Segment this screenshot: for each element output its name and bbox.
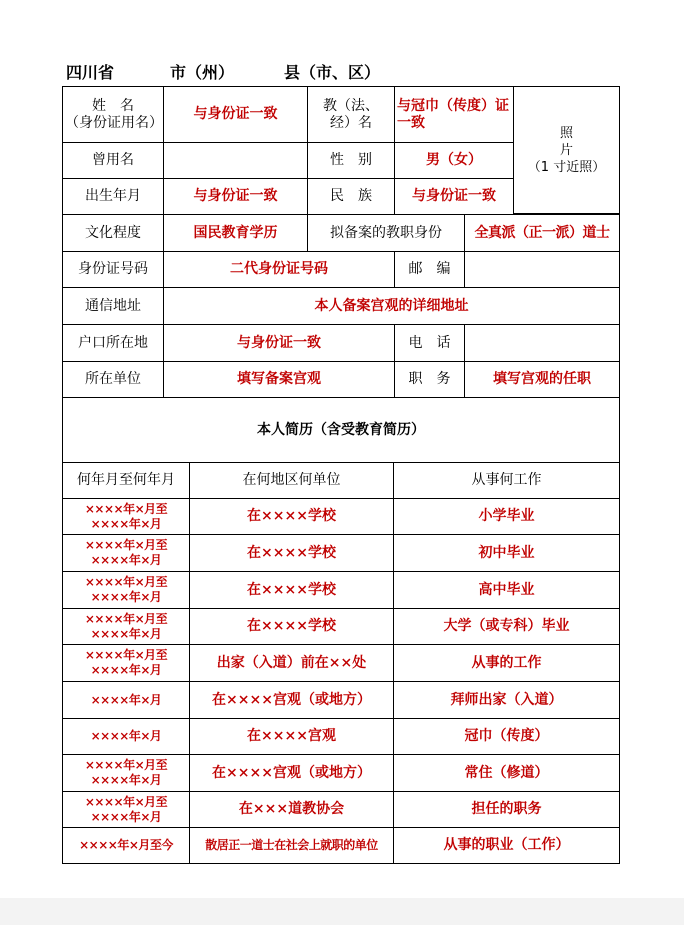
postcode-value[interactable] [464, 251, 620, 288]
resume-period[interactable]: ××××年×月至 ××××年×月 [62, 571, 190, 609]
resume-period[interactable]: ××××年×月至今 [62, 827, 190, 864]
resume-header-period: 何年月至何年月 [62, 462, 190, 499]
birth-label: 出生年月 [62, 178, 164, 215]
resume-work[interactable]: 小学毕业 [393, 498, 620, 535]
resume-work[interactable]: 初中毕业 [393, 534, 620, 572]
resume-place[interactable]: 在××××学校 [189, 498, 394, 535]
id-number-label: 身份证号码 [62, 251, 164, 288]
address-value[interactable]: 本人备案宫观的详细地址 [163, 287, 620, 325]
resume-place[interactable]: 在××××宫观 [189, 718, 394, 755]
resume-place[interactable]: 在××××宫观（或地方） [189, 754, 394, 792]
address-label: 通信地址 [62, 287, 164, 325]
resume-work[interactable]: 常住（修道） [393, 754, 620, 792]
county-label: 县（市、区） [284, 63, 381, 82]
resume-place[interactable]: 散居正一道士在社会上就职的单位 [189, 827, 394, 864]
form-header [66, 60, 626, 84]
resume-place[interactable]: 在××××学校 [189, 571, 394, 609]
resume-period[interactable]: ××××年×月至 ××××年×月 [62, 534, 190, 572]
ethnicity-value[interactable]: 与身份证一致 [394, 178, 514, 215]
resume-place[interactable]: 在××××学校 [189, 534, 394, 572]
resume-period[interactable]: ××××年×月至 ××××年×月 [62, 608, 190, 645]
name-value[interactable]: 与身份证一致 [163, 86, 308, 143]
former-name-value[interactable] [163, 142, 308, 179]
resume-work[interactable]: 大学（或专科）毕业 [393, 608, 620, 645]
former-name-label: 曾用名 [62, 142, 164, 179]
resume-period[interactable]: ××××年×月至 ××××年×月 [62, 498, 190, 535]
resume-work[interactable]: 高中毕业 [393, 571, 620, 609]
identity-value[interactable]: 全真派（正一派）道士 [464, 214, 620, 252]
household-value[interactable]: 与身份证一致 [163, 324, 395, 362]
resume-work[interactable]: 担任的职务 [393, 791, 620, 828]
resume-header-work: 从事何工作 [393, 462, 620, 499]
religious-name-value[interactable]: 与冠巾（传度）证 一致 [394, 86, 514, 143]
resume-work[interactable]: 拜师出家（入道） [393, 681, 620, 719]
position-label: 职 务 [394, 361, 465, 398]
unit-value[interactable]: 填写备案宫观 [163, 361, 395, 398]
city-label: 市（州） [170, 63, 235, 82]
phone-label: 电 话 [394, 324, 465, 362]
name-label: 姓 名 （身份证用名） [62, 86, 164, 143]
resume-place[interactable]: 出家（入道）前在××处 [189, 644, 394, 682]
page-bottom-band [0, 898, 684, 925]
unit-label: 所在单位 [62, 361, 164, 398]
birth-value[interactable]: 与身份证一致 [163, 178, 308, 215]
gender-value[interactable]: 男（女） [394, 142, 514, 179]
religious-name-label: 教（法、 经）名 [307, 86, 395, 143]
resume-period[interactable]: ××××年×月 [62, 681, 190, 719]
id-number-value[interactable]: 二代身份证号码 [163, 251, 395, 288]
resume-period[interactable]: ××××年×月 [62, 718, 190, 755]
resume-work[interactable]: 冠巾（传度） [393, 718, 620, 755]
resume-place[interactable]: 在××××学校 [189, 608, 394, 645]
resume-title: 本人简历（含受教育简历） [62, 397, 620, 463]
postcode-label: 邮 编 [394, 251, 465, 288]
household-label: 户口所在地 [62, 324, 164, 362]
identity-label: 拟备案的教职身份 [307, 214, 465, 252]
resume-work[interactable]: 从事的工作 [393, 644, 620, 682]
resume-place[interactable]: 在×××道教协会 [189, 791, 394, 828]
resume-place[interactable]: 在××××宫观（或地方） [189, 681, 394, 719]
resume-period[interactable]: ××××年×月至 ××××年×月 [62, 644, 190, 682]
education-value[interactable]: 国民教育学历 [163, 214, 308, 252]
gender-label: 性 别 [307, 142, 395, 179]
position-value[interactable]: 填写宫观的任职 [464, 361, 620, 398]
photo-box: 照 片 （1 寸近照） [513, 86, 620, 214]
ethnicity-label: 民 族 [307, 178, 395, 215]
resume-period[interactable]: ××××年×月至 ××××年×月 [62, 791, 190, 828]
education-label: 文化程度 [62, 214, 164, 252]
province-label: 四川省 [66, 63, 115, 82]
resume-work[interactable]: 从事的职业（工作） [393, 827, 620, 864]
phone-value[interactable] [464, 324, 620, 362]
resume-period[interactable]: ××××年×月至 ××××年×月 [62, 754, 190, 792]
resume-header-place: 在何地区何单位 [189, 462, 394, 499]
